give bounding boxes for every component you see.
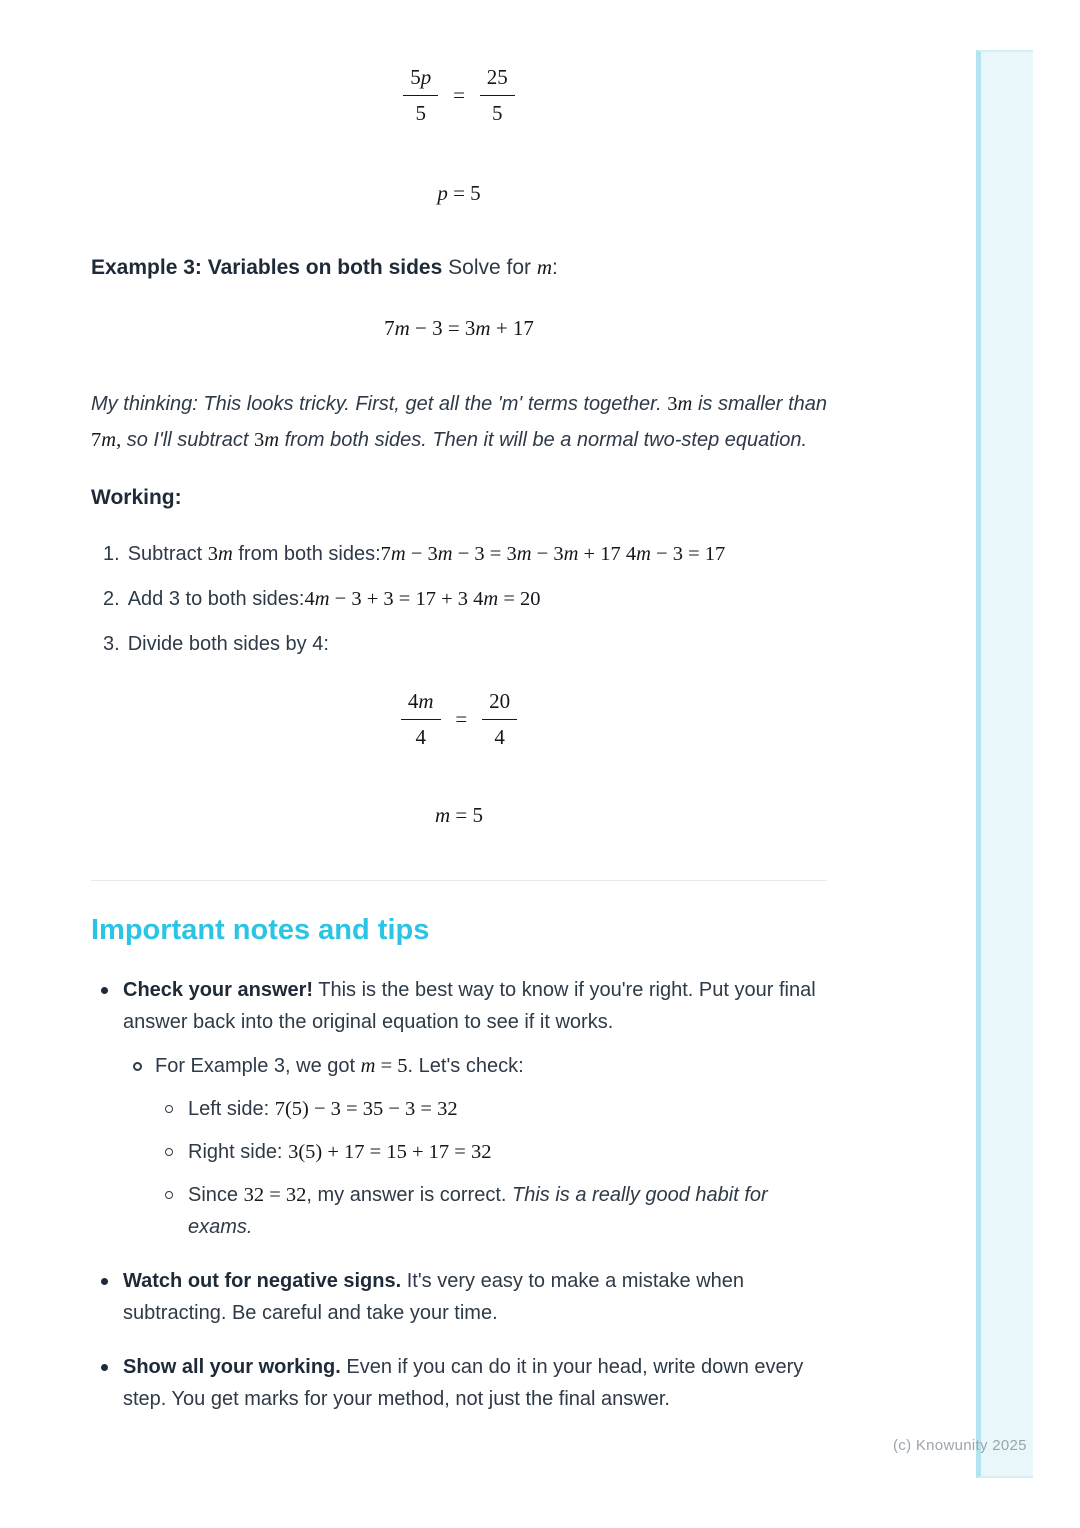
- step-number: 1.: [103, 543, 120, 565]
- bullet-icon: [101, 1364, 108, 1371]
- example3-heading-rest: Solve for: [442, 256, 537, 279]
- working-steps: [91, 540, 827, 658]
- result-p-equals-5: p = 5: [437, 181, 481, 205]
- fraction-right: $\frac{20}{4}$: [482, 688, 517, 751]
- note-negative-signs: Watch out for negative signs. It's very easy to make a mistake when subtracting. Be careful and take your time.: [91, 1265, 827, 1329]
- notes-list: [91, 974, 827, 1415]
- bullet-icon: [101, 987, 108, 994]
- working-label: Working:: [91, 486, 182, 509]
- page-content: [91, 0, 827, 1427]
- right-highlight-strip: [976, 50, 1033, 1478]
- circle-bullet-icon: [165, 1191, 173, 1199]
- note-right-side: Right side: 3(5) + 17 = 15 + 17 = 32: [91, 1136, 827, 1168]
- fraction-right: $\frac{25}{5}$: [480, 64, 515, 127]
- note-left-side: Left side: 7(5) − 3 = 35 − 3 = 32: [91, 1093, 827, 1125]
- copyright-footer: (c) Knowunity 2025: [893, 1437, 1027, 1454]
- example3-heading-colon: :: [552, 256, 558, 279]
- equation-4m-over-4: [91, 688, 827, 751]
- example3-heading-bold: Example 3: Variables on both sides: [91, 256, 443, 279]
- example3-heading-variable: m: [536, 255, 553, 279]
- note-check-answer: Check your answer! This is the best way to know if you're right. Put your final answer back into the original equation to see if it works.: [91, 974, 827, 1038]
- fraction-left: $\frac{5p}{5}$: [403, 64, 438, 127]
- note-since-correct: Since 32 = 32, my answer is correct. This is a really good habit for exams.: [91, 1179, 827, 1243]
- circle-bullet-icon: [133, 1062, 142, 1071]
- equals-sign: =: [455, 707, 468, 731]
- working-step-1: 1. Subtract 3m from both sides:7m − 3m − 3 = 3m − 3m + 17 4m − 3 = 17: [91, 540, 827, 568]
- working-step-2: 2. Add 3 to both sides:4m − 3 + 3 = 17 + 3 4m = 20: [91, 585, 827, 613]
- thinking-paragraph: My thinking: This looks tricky. First, get all the 'm' terms together. 3m is smaller than 7m, so I'll subtract 3m from both sides. Then it will be a normal two-step equation.: [91, 393, 827, 451]
- equals-sign: =: [453, 83, 465, 107]
- circle-bullet-icon: [165, 1105, 173, 1113]
- note-show-working: Show all your working. Even if you can do it in your head, write down every step. You get marks for your method, not just the final answer.: [91, 1351, 827, 1415]
- step-number: 3.: [103, 633, 120, 655]
- section-divider: [91, 880, 827, 881]
- working-step-3: 3. Divide both sides by 4:: [91, 630, 827, 658]
- bullet-icon: [101, 1278, 108, 1285]
- result-m-equals-5: m = 5: [434, 803, 483, 827]
- notes-section-title: Important notes and tips: [91, 914, 430, 946]
- equation-5p-over-5: [91, 64, 827, 127]
- circle-bullet-icon: [165, 1148, 173, 1156]
- note-check-example: For Example 3, we got m = 5. Let's check:: [91, 1050, 827, 1082]
- fraction-left: $\frac{4m}{4}$: [401, 688, 441, 751]
- example3-heading: [91, 252, 827, 283]
- example3-equation: 7m − 3 = 3m + 17: [384, 316, 534, 340]
- step-number: 2.: [103, 588, 120, 610]
